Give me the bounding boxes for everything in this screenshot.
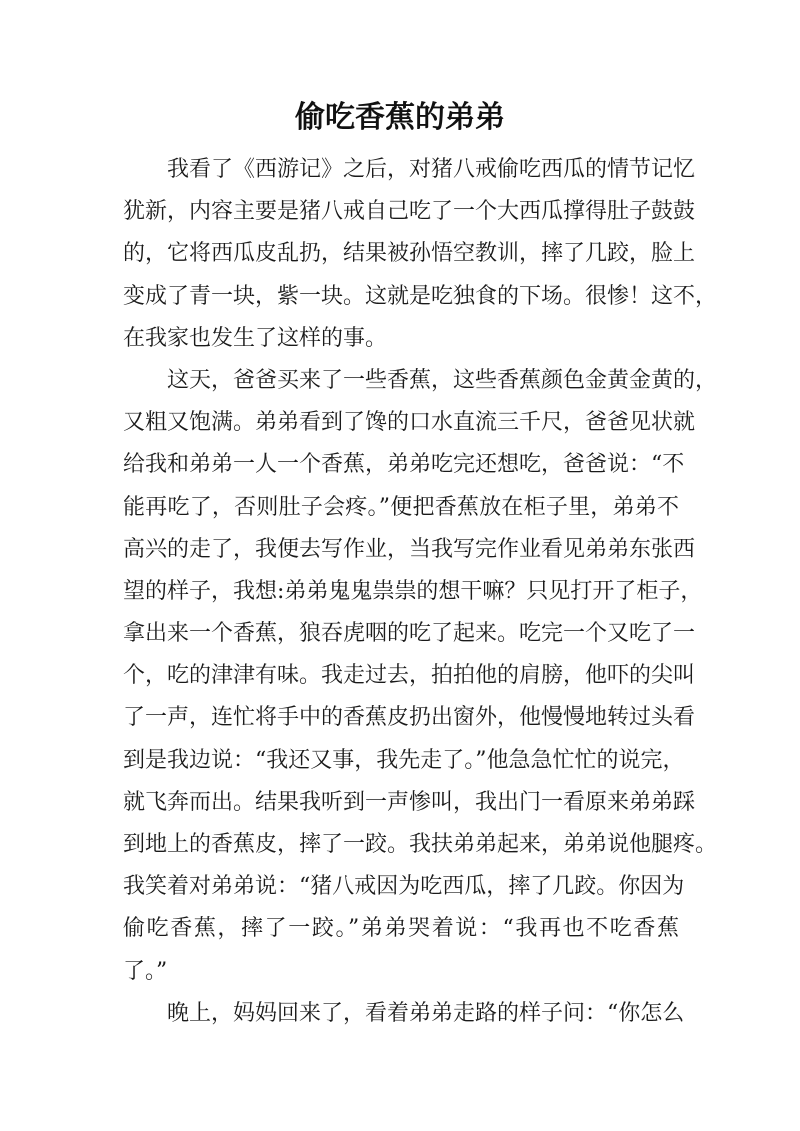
text-line: 我看了《西游记》之后，对猪八戒偷吃西瓜的情节记忆 [167,157,696,182]
text-line: 给我和弟弟一人一个香蕉，弟弟吃完还想吃，爸爸说：“不 [123,452,685,478]
paragraph [123,360,718,993]
text-line: 又粗又饱满。弟弟看到了馋的口水直流三千尺，爸爸见状就 [123,410,696,436]
text-line: 能再吃了，否则肚子会疼。”便把香蕉放在柜子里，弟弟不 [123,494,679,520]
text-line: 就飞奔而出。结果我听到一声惨叫，我出门一看原来弟弟踩 [123,789,696,815]
document-body [123,149,718,1035]
text-line: 高兴的走了，我便去写作业，当我写完作业看见弟弟东张西 [123,536,696,562]
paragraph [123,993,685,1035]
text-line: 晚上，妈妈回来了，看着弟弟走路的样子问：“你怎么 [167,1000,685,1026]
text-line: 到是我边说：“我还又事，我先走了。”他急急忙忙的说完， [123,747,685,773]
document-title: 偷吃香蕉的弟弟 [295,100,505,135]
text-line: 的，它将西瓜皮乱扔，结果被孙悟空教训，摔了几跤，脸上 [123,241,696,267]
text-line: 变成了青一块，紫一块。这就是吃独食的下场。很惨！这不， [123,283,718,309]
text-line: 了。” [123,958,168,984]
text-line: 了一声，连忙将手中的香蕉皮扔出窗外，他慢慢地转过头看 [123,705,696,731]
text-line: 偷吃香蕉，摔了一跤。”弟弟哭着说：“我再也不吃香蕉 [123,916,679,942]
text-line: 到地上的香蕉皮，摔了一跤。我扶弟弟起来，弟弟说他腿疼。 [123,832,718,857]
text-line: 这天，爸爸买来了一些香蕉，这些香蕉颜色金黄金黄的， [167,367,718,393]
paragraph [123,149,718,360]
text-line: 拿出来一个香蕉，狼吞虎咽的吃了起来。吃完一个又吃了一 [123,621,696,647]
text-line: 犹新，内容主要是猪八戒自己吃了一个大西瓜撑得肚子鼓鼓 [123,199,696,225]
text-line: 望的样子，我想:弟弟鬼鬼祟祟的想干嘛？只见打开了柜子， [123,578,703,604]
text-line: 在我家也发生了这样的事。 [123,325,388,351]
text-line: 我笑着对弟弟说：“猪八戒因为吃西瓜，摔了几跤。你因为 [123,874,685,900]
text-line: 个，吃的津津有味。我走过去，拍拍他的肩膀，他吓的尖叫 [123,663,696,689]
